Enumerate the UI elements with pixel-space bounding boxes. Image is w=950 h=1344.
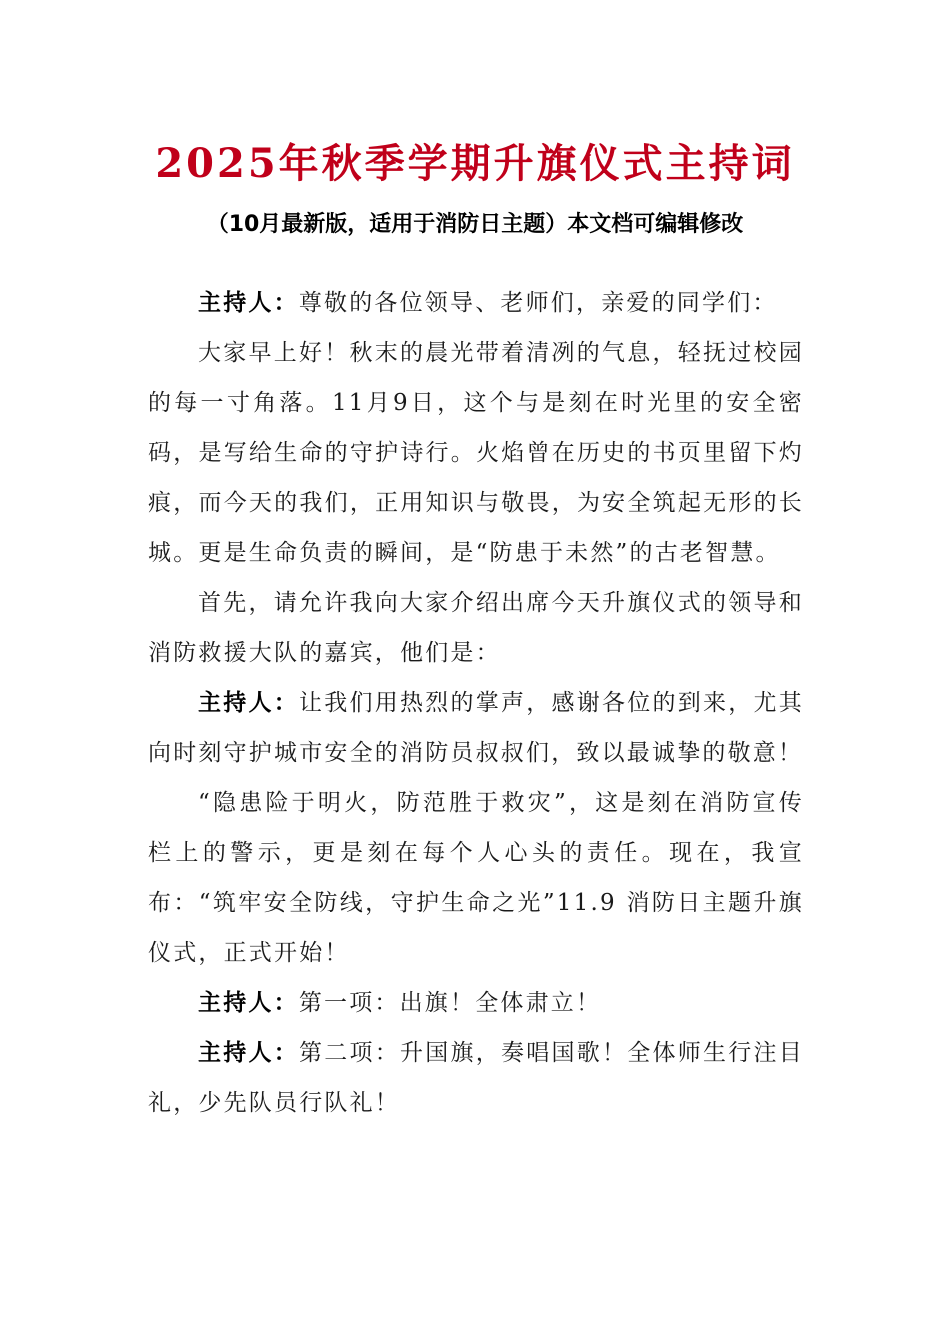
paragraph <box>148 778 804 978</box>
paragraph <box>148 578 804 678</box>
paragraph <box>148 328 804 578</box>
speaker-label: 主持人： <box>198 990 299 1016</box>
document-subtitle: （10月最新版，适用于消防日主题）本文档可编辑修改 <box>206 212 744 237</box>
paragraph-text: 尊敬的各位领导、老师们，亲爱的同学们： <box>298 290 778 316</box>
speaker-label: 主持人： <box>198 1040 300 1066</box>
paragraph <box>148 678 804 778</box>
paragraph-text: 让我们用热烈的掌声，感谢各位的到来，尤其向时刻守护城市安全的消防员叔叔们，致以最诚挚的敬意！ <box>148 690 804 766</box>
paragraph-text: 大家早上好！秋末的晨光带着清冽的气息，轻抚过校园的每一寸角落。11月9日，这个与是刻在时光里的安全密码，是写给生命的守护诗行。火焰曾在历史的书页里留下灼痕，而今天的我们，正用知识与敬畏，为安全筑起无形的长城。更是生命负责的瞬间，是“防患于未然”的古老智慧。 <box>148 340 804 566</box>
paragraph <box>148 278 804 328</box>
speaker-label: 主持人： <box>198 290 299 316</box>
paragraph-text: 第一项：出旗！全体肃立！ <box>298 990 602 1016</box>
document-body <box>148 278 804 1128</box>
paragraph <box>148 1028 804 1128</box>
document-title: 2025年秋季学期升旗仪式主持词 <box>155 140 795 187</box>
paragraph-text: 第二项：升国旗，奏唱国歌！全体师生行注目礼，少先队员行队礼！ <box>148 1040 804 1116</box>
paragraph-text: “隐患险于明火，防范胜于救灾”，这是刻在消防宣传栏上的警示，更是刻在每个人心头的责任。现在，我宣布：“筑牢安全防线，守护生命之光”11.9 消防日主题升旗仪式，正式开始！ <box>148 790 804 966</box>
paragraph-text: 首先，请允许我向大家介绍出席今天升旗仪式的领导和消防救援大队的嘉宾，他们是： <box>148 590 804 666</box>
paragraph <box>148 978 804 1028</box>
speaker-label: 主持人： <box>198 690 300 716</box>
